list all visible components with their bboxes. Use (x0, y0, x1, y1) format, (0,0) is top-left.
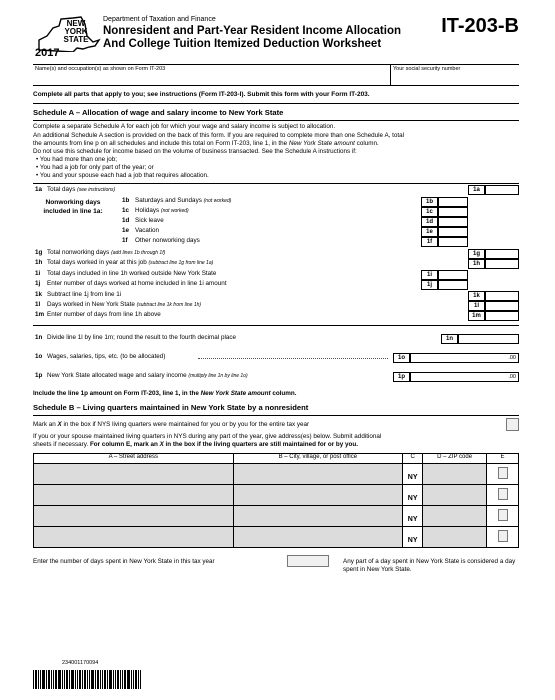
line-number: 1d (122, 216, 130, 224)
para2b-bold-tail: in the box if the living quarters are still maintained for or by you. (163, 440, 358, 448)
include-text: Include the line 1p amount on Form IT-203, line 1, in the (33, 389, 201, 397)
line-1f-input[interactable] (438, 237, 468, 247)
line-1h (33, 259, 519, 270)
barcode-bar (140, 670, 141, 689)
ssn-field[interactable] (391, 65, 519, 85)
line-text: New York State allocated wage and salary income (47, 371, 187, 379)
line-1f (33, 237, 519, 248)
mark-text: Mark an (33, 420, 58, 428)
line-1j-label: 1j (421, 280, 438, 290)
line-number: 1i (35, 269, 41, 277)
logo-text: NEW YORK STATE (63, 19, 89, 44)
column-header: D – ZIP code (423, 453, 487, 463)
barcode-bar (79, 670, 81, 689)
barcode-bar (124, 670, 126, 689)
schedule-a-para1: Complete a separate Schedule A for each job for which your wage and salary income is subject to allocation. (33, 122, 336, 130)
schedule-a-lines (33, 183, 519, 325)
barcode-bar (46, 670, 47, 689)
line-text: Vacation (135, 226, 160, 234)
days-in-nys-row (33, 558, 519, 584)
barcode-bar (58, 670, 61, 689)
line-note: (subtract line 1g from line 1a) (148, 259, 214, 266)
line-1k-input[interactable] (485, 291, 519, 301)
street-address-cell[interactable] (34, 526, 234, 547)
line-text: Wages, salaries, tips, etc. (to be allocated) (47, 352, 166, 360)
days-in-nys-note: Any part of a day spent in New York State is considered a day spent in New York State. (343, 557, 516, 573)
barcode-bar (107, 670, 108, 689)
line-number: 1l (35, 300, 41, 308)
barcode-bar (69, 670, 70, 689)
barcode-bar (113, 670, 114, 689)
column-header: C (403, 453, 423, 463)
line-1n (33, 334, 519, 345)
table-row (34, 463, 519, 484)
entire-year-checkbox[interactable] (506, 418, 519, 431)
line-1e-label: 1e (421, 227, 438, 237)
state-cell: NY (403, 505, 423, 526)
barcode-bar (104, 670, 106, 689)
zip-cell[interactable] (423, 526, 487, 547)
nonworking-days-label: Nonworking days included in line 1a: (43, 198, 103, 215)
schedule-a-para3: Do not use this schedule for income based on the volume of business transacted. See the Schedule A instructions if: (33, 148, 357, 156)
line-number: 1p (35, 371, 43, 379)
name-field[interactable] (33, 65, 391, 85)
table-row (34, 526, 519, 547)
column-header: E (487, 453, 519, 463)
still-maintained-checkbox[interactable] (498, 467, 508, 479)
schedule-a-para2a: An additional Schedule A section is provided on the back of this form. If you are required to complete more than one Schedule A, total (33, 132, 405, 140)
line-1e (33, 227, 519, 238)
zip-cell[interactable] (423, 505, 487, 526)
schedule-b-title: Schedule B – Living quarters maintained in New York State by a nonresident (33, 403, 519, 415)
column-header: B – City, village, or post office (233, 453, 403, 463)
line-1o-label: 1o (393, 353, 410, 363)
line-number: 1n (35, 333, 43, 341)
barcode-bar (75, 670, 76, 689)
form-header (33, 10, 519, 64)
line-1g-label: 1g (468, 249, 485, 259)
line-number: 1k (35, 290, 43, 298)
barcode-bar (66, 670, 68, 689)
include-tail: column. (270, 389, 297, 397)
barcode-bar (109, 670, 112, 689)
schedule-a-calc-lines (33, 325, 519, 387)
barcode-bar (102, 670, 103, 689)
para2b-text: sheets if necessary. (33, 440, 90, 448)
line-1j-input[interactable] (438, 280, 468, 290)
line-text: Saturdays and Sundays (135, 196, 202, 204)
barcode-bar (133, 670, 134, 689)
para2b-text: the amounts from line p on all schedules and include this total on Form IT-203, line 1, in the (33, 140, 289, 148)
barcode-bar (40, 670, 41, 689)
line-text: Days worked in New York State (47, 300, 135, 308)
line-1c-label: 1c (421, 207, 438, 217)
line-1c-input[interactable] (438, 207, 468, 217)
barcode-bar (131, 670, 132, 689)
line-note: (not worked) (160, 207, 189, 214)
schedule-b-para2b (33, 441, 519, 449)
table-header-row (34, 453, 519, 463)
line-text: Total nonworking days (47, 248, 110, 256)
line-1d-input[interactable] (438, 217, 468, 227)
line-text: Enter number of days from line 1h above (47, 310, 161, 318)
line-1d-label: 1d (421, 217, 438, 227)
mark-x: X (57, 420, 62, 428)
still-maintained-checkbox[interactable] (498, 488, 508, 500)
line-1i-label: 1i (421, 270, 438, 280)
barcode-bar (115, 670, 116, 689)
line-1h-label: 1h (468, 259, 485, 269)
line-text: Divide line 1l by line 1m; round the result to the fourth decimal place (47, 333, 237, 341)
line-1l (33, 301, 519, 312)
line-1g (33, 249, 519, 260)
line-1m-label: 1m (468, 311, 485, 321)
line-text: Total days worked in year at this job (47, 258, 147, 266)
barcode-bar (33, 670, 34, 689)
line-note: (add lines 1b through 1f) (111, 249, 166, 256)
general-instructions: Complete all parts that apply to you; see instructions (Form IT-203-I). Submit this form with your Form IT-203. (33, 91, 519, 104)
line-1o (33, 353, 519, 364)
barcode-bar (35, 670, 37, 689)
form-title-line2: And College Tuition Itemized Deduction Worksheet (103, 37, 382, 50)
mark-text-tail: in the box if NYS living quarters were maintained for you or by you for the entire tax year (61, 420, 310, 428)
line-1k-label: 1k (468, 291, 485, 301)
street-address-cell[interactable] (34, 463, 234, 484)
city-cell[interactable] (233, 526, 403, 547)
line-1k (33, 291, 519, 302)
barcode-bar (48, 670, 50, 689)
barcode-bar (84, 670, 86, 689)
days-in-nys-label: Enter the number of days spent in New York State in this tax year (33, 557, 215, 565)
line-1h-input[interactable] (485, 259, 519, 269)
line-1l-input[interactable] (485, 301, 519, 311)
state-cell: NY (403, 484, 423, 505)
name-field-label: Name(s) and occupation(s) as shown on Form IT-203 (35, 66, 166, 72)
line-text: Subtract line 1j from line 1i (47, 290, 122, 298)
line-1i-input[interactable] (438, 270, 468, 280)
street-address-cell[interactable] (34, 484, 234, 505)
line-1o-input[interactable]: .00 (410, 353, 519, 363)
city-cell[interactable] (233, 463, 403, 484)
line-1g-input[interactable] (485, 249, 519, 259)
schedule-b-mark-row (33, 421, 519, 431)
city-cell[interactable] (233, 505, 403, 526)
still-maintained-checkbox[interactable] (498, 509, 508, 521)
line-text: Holidays (135, 206, 160, 214)
nys-logo (33, 10, 103, 64)
line-number: 1m (35, 310, 45, 318)
line-note: (multiply line 1n by line 1o) (188, 372, 248, 379)
para2b-tail: column. (354, 140, 379, 148)
bullet-item: • You and your spouse each had a job that requires allocation. (36, 171, 209, 179)
line-text: Enter number of days worked at home included in line 1i amount (47, 279, 227, 287)
barcode-bar (100, 670, 101, 689)
line-number: 1e (122, 226, 130, 234)
still-maintained-cell (487, 463, 519, 484)
line-1e-input[interactable] (438, 227, 468, 237)
line-1n-input[interactable] (458, 334, 519, 344)
tax-year: 2017 (35, 47, 60, 59)
barcode-bar (71, 670, 74, 689)
line-number: 1h (35, 258, 43, 266)
table-row (34, 505, 519, 526)
line-1f-label: 1f (421, 237, 438, 247)
form-title-line1: Nonresident and Part-Year Resident Income Allocation (103, 24, 402, 37)
line-1j (33, 280, 519, 291)
still-maintained-checkbox[interactable] (498, 530, 508, 542)
barcode-bar (42, 670, 45, 689)
line-number: 1j (35, 279, 41, 287)
line-text: Sick leave (135, 216, 164, 224)
barcode-bar (97, 670, 99, 689)
form-number: IT-203-B (441, 15, 519, 37)
line-1p (33, 372, 519, 383)
barcode-bar (51, 670, 52, 689)
barcode-bar (135, 670, 137, 689)
line-note: (not worked) (203, 197, 232, 204)
line-1a-label: 1a (468, 185, 485, 195)
line-1m (33, 311, 519, 322)
line-1p-label: 1p (393, 372, 410, 382)
table-row (34, 484, 519, 505)
line-number: 1f (122, 236, 128, 244)
schedule-a-title: Schedule A – Allocation of wage and salary income to New York State (33, 108, 519, 120)
barcode-bar (138, 670, 139, 689)
barcode (33, 670, 151, 689)
state-cell: NY (403, 526, 423, 547)
para2b-emphasis: New York State amount (288, 140, 355, 148)
zip-cell[interactable] (423, 463, 487, 484)
barcode-number: 234001170094 (62, 660, 99, 666)
line-1c (33, 207, 519, 218)
line-number: 1g (35, 248, 43, 256)
barcode-bar (53, 670, 54, 689)
include-1p-note (33, 390, 519, 398)
line-text: Total days included in line 1h worked outside New York State (47, 269, 217, 277)
line-1m-input[interactable] (485, 311, 519, 321)
barcode-bar (122, 670, 123, 689)
para2b-bold-x: X (159, 440, 164, 448)
leader-dots (198, 353, 388, 359)
living-quarters-table (33, 453, 519, 548)
line-number: 1b (122, 196, 130, 204)
barcode-bar (117, 670, 119, 689)
bullet-item: • You had more than one job; (36, 156, 117, 164)
line-1d (33, 217, 519, 228)
schedule-a-para2b (33, 140, 519, 148)
barcode-bar (95, 670, 96, 689)
line-1a-input[interactable] (485, 185, 519, 195)
department-name: Department of Taxation and Finance (103, 16, 216, 23)
barcode-bar (91, 670, 94, 689)
line-1n-label: 1n (441, 334, 458, 344)
include-emphasis: New York State amount (200, 389, 271, 397)
barcode-bar (89, 670, 90, 689)
still-maintained-cell (487, 484, 519, 505)
barcode-bar (87, 670, 88, 689)
barcode-bar (127, 670, 130, 689)
line-note: (see instructions) (77, 186, 116, 193)
line-1i (33, 270, 519, 281)
line-number: 1o (35, 352, 43, 360)
barcode-bar (55, 670, 57, 689)
line-1l-label: 1l (468, 301, 485, 311)
schedule-b-para2a: If you or your spouse maintained living quarters in NYS during any part of the year, give address(es) below. Submit additional (33, 432, 382, 440)
ssn-field-label: Your social security number (393, 66, 461, 72)
column-header: A – Street address (34, 453, 234, 463)
barcode-bar (38, 670, 39, 689)
line-1b-input[interactable] (438, 197, 468, 207)
line-text: Other nonworking days (135, 236, 200, 244)
barcode-bar (77, 670, 78, 689)
taxpayer-info-row (33, 64, 519, 86)
city-cell[interactable] (233, 484, 403, 505)
line-1p-input[interactable]: .00 (410, 372, 519, 382)
barcode-bar (120, 670, 121, 689)
barcode-bar (62, 670, 63, 689)
bullet-item: • You had a job for only part of the year; or (36, 163, 154, 171)
state-cell: NY (403, 463, 423, 484)
line-number: 1a (35, 185, 43, 193)
days-in-nys-input[interactable] (287, 555, 329, 567)
line-text: Total days (47, 185, 76, 193)
line-number: 1c (122, 206, 130, 214)
line-note: (subtract line 1k from line 1h) (136, 301, 202, 308)
still-maintained-cell (487, 526, 519, 547)
line-1b (33, 197, 519, 208)
still-maintained-cell (487, 505, 519, 526)
para2b-bold: For column E, mark an (89, 440, 160, 448)
line-1b-label: 1b (421, 197, 438, 207)
zip-cell[interactable] (423, 484, 487, 505)
barcode-bar (64, 670, 65, 689)
line-1a (33, 186, 519, 197)
street-address-cell[interactable] (34, 505, 234, 526)
barcode-bar (82, 670, 83, 689)
